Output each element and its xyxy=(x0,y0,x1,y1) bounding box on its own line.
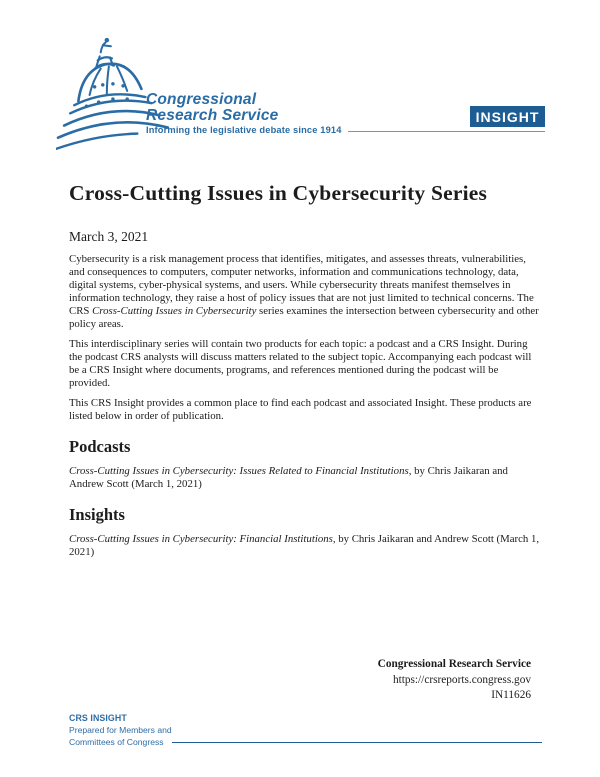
article-content xyxy=(69,180,541,560)
prepared-line-1: Prepared for Members and xyxy=(69,725,172,735)
footer-report-link[interactable]: https://crsreports.congress.gov xyxy=(392,673,531,686)
crs-insight-block xyxy=(69,712,542,748)
podcast-entry xyxy=(69,465,541,491)
logo-line1: Congressional xyxy=(146,91,257,108)
logo-line2: Research Service xyxy=(146,107,279,124)
insight-entry-title: Cross-Cutting Issues in Cybersecurity: Financial Institutions xyxy=(69,533,333,546)
logo-tagline: Informing the legislative debate since 1914 xyxy=(146,125,342,135)
header-rule xyxy=(348,131,545,132)
footer xyxy=(69,657,531,704)
logo-wordmark xyxy=(146,92,278,124)
footer-rule xyxy=(172,742,542,743)
section-heading-podcasts: Podcasts xyxy=(69,437,131,457)
insight-entry-byline: , by Chris Jaikaran and Andrew Scott (March 1, 2021) xyxy=(69,533,540,559)
footer-doc-id: IN11626 xyxy=(491,689,531,701)
insight-badge: INSIGHT xyxy=(470,106,545,127)
prepared-line-2: Committees of Congress xyxy=(69,737,164,747)
paragraph-1-text: Cybersecurity is a risk management process that identifies, mitigates, and assesses threats, vulnerabilities, and consequences to computers, computer networks, information and communications technology, data, digital systems, cyber-physical systems, and users. While cybersecurity threats manifest themselves in information technology, they raise a host of policy issues that are not just limited to technical concerns. The CRS xyxy=(69,253,534,318)
prepared-line-2-row xyxy=(69,736,542,748)
insight-entry xyxy=(69,533,541,559)
paragraph-2: This interdisciplinary series will contain two products for each topic: a podcast and a CRS Insight. During the podcast CRS analysts will discuss matters related to the subject topic. Accompanying each podcast will be a CRS Insight where documents, programs, and references mentioned during the podcast will be provided. xyxy=(69,338,532,390)
podcast-entry-byline: , by Chris Jaikaran and Andrew Scott (March 1, 2021) xyxy=(69,465,508,491)
podcast-entry-title: Cross-Cutting Issues in Cybersecurity: Issues Related to Financial Institutions xyxy=(69,465,409,478)
publication-date: March 3, 2021 xyxy=(69,229,149,244)
crs-product-label: CRS INSIGHT xyxy=(69,713,127,723)
page-title: Cross-Cutting Issues in Cybersecurity Series xyxy=(69,181,488,205)
footer-org-name: Congressional Research Service xyxy=(377,658,531,670)
paragraph-3: This CRS Insight provides a common place to find each podcast and associated Insight. These products are listed below in order of publication. xyxy=(69,396,532,423)
paragraph-1 xyxy=(69,253,541,332)
section-heading-insights: Insights xyxy=(69,505,125,525)
paragraph-1-text-end: series examines the intersection between cybersecurity and other policy areas. xyxy=(69,305,539,331)
paragraph-1-series-title: Cross-Cutting Issues in Cybersecurity xyxy=(92,305,257,318)
